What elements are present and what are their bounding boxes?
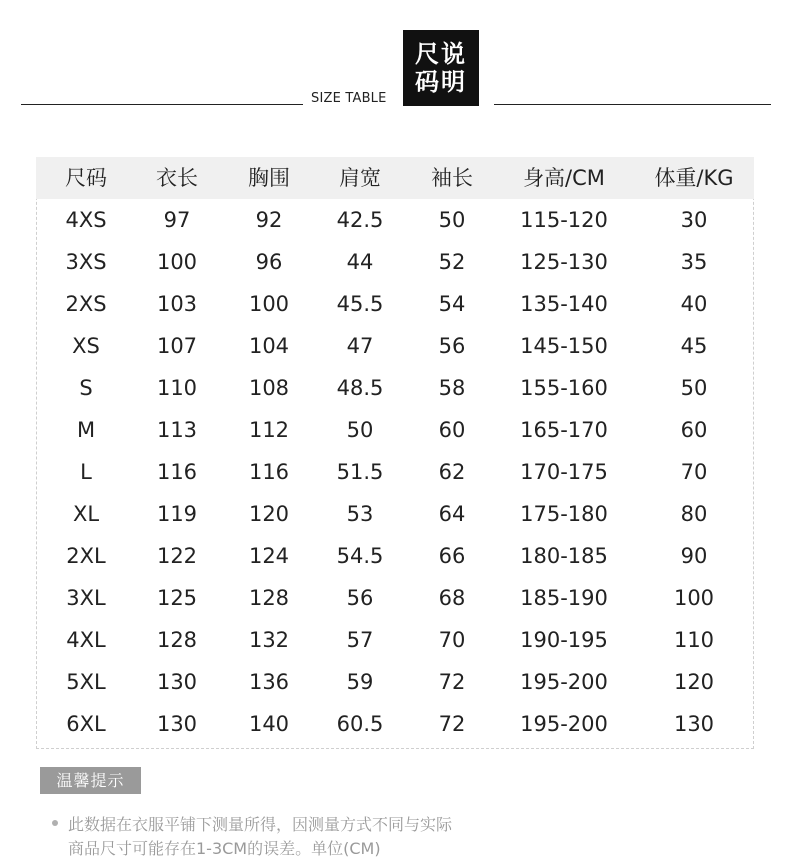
table-cell: 195-200 [520,712,608,736]
table-cell: 48.5 [336,376,384,400]
table-cell: M [76,418,96,442]
table-cell: 80 [680,502,708,526]
table-cell: 107 [156,334,198,358]
table-cell: 104 [248,334,290,358]
table-cell: 125-130 [520,250,608,274]
table-cell: 35 [680,250,708,274]
table-row [36,241,754,283]
table-cell: 52 [438,250,466,274]
table-cell: XL [72,502,100,526]
notice-text-line-2: 商品尺寸可能存在1-3CM的误差。单位(CM) [68,839,381,858]
table-cell: 128 [156,628,198,652]
table-cell: 45.5 [336,292,384,316]
table-cell: 42.5 [336,208,384,232]
table-cell: L [80,460,92,484]
table-cell: 190-195 [520,628,608,652]
table-row [36,493,754,535]
header-rule-left [21,104,303,105]
table-cell: 180-185 [520,544,608,568]
table-cell: 54 [438,292,466,316]
table-cell: 60 [438,418,466,442]
table-cell: 125 [156,586,198,610]
table-cell: 45 [680,334,708,358]
table-cell: 97 [163,208,191,232]
table-cell: 3XS [65,250,107,274]
table-cell: S [79,376,93,400]
table-cell: 116 [248,460,290,484]
table-cell: 103 [156,292,198,316]
table-header-cell: 肩宽 [339,166,381,190]
table-cell: 120 [248,502,290,526]
table-cell: XS [72,334,100,358]
table-row [36,661,754,703]
table-cell: 165-170 [520,418,608,442]
table-row [36,325,754,367]
table-cell: 2XL [66,544,106,568]
table-cell: 56 [438,334,466,358]
table-cell: 64 [438,502,466,526]
table-row [36,535,754,577]
table-row [36,619,754,661]
table-cell: 90 [680,544,708,568]
table-row [36,703,754,745]
title-line-2: 码明 [415,68,467,96]
table-cell: 6XL [66,712,106,736]
table-cell: 2XS [65,292,107,316]
table-cell: 116 [156,460,198,484]
size-chart-title-block [403,30,479,106]
notice-bullet-icon [52,820,58,826]
table-row [36,577,754,619]
table-cell: 3XL [66,586,106,610]
size-table-subtitle: SIZE TABLE [311,91,387,106]
table-cell: 40 [680,292,708,316]
table-cell: 108 [248,376,290,400]
table-cell: 72 [438,712,466,736]
table-row [36,283,754,325]
table-cell: 72 [438,670,466,694]
table-cell: 132 [248,628,290,652]
table-cell: 58 [438,376,466,400]
table-cell: 130 [673,712,715,736]
table-cell: 140 [248,712,290,736]
table-cell: 115-120 [520,208,608,232]
table-cell: 128 [248,586,290,610]
table-cell: 113 [156,418,198,442]
table-header-cell: 衣长 [156,166,198,190]
table-cell: 56 [346,586,374,610]
table-cell: 155-160 [520,376,608,400]
table-row [36,409,754,451]
table-cell: 110 [673,628,715,652]
table-cell: 70 [438,628,466,652]
table-row [36,451,754,493]
table-cell: 60 [680,418,708,442]
table-header-cell: 胸围 [248,166,290,190]
table-cell: 50 [346,418,374,442]
table-cell: 66 [438,544,466,568]
table-cell: 175-180 [520,502,608,526]
title-line-1: 尺说 [415,40,467,68]
table-cell: 100 [156,250,198,274]
table-cell: 44 [346,250,374,274]
table-cell: 96 [255,250,283,274]
table-header-row [36,157,754,199]
table-cell: 47 [346,334,374,358]
table-cell: 57 [346,628,374,652]
table-header-cell: 身高/CM [523,166,605,190]
table-cell: 68 [438,586,466,610]
table-cell: 100 [248,292,290,316]
table-cell: 50 [680,376,708,400]
table-cell: 60.5 [336,712,384,736]
table-row [36,199,754,241]
table-cell: 5XL [66,670,106,694]
table-cell: 30 [680,208,708,232]
table-cell: 51.5 [336,460,384,484]
table-cell: 170-175 [520,460,608,484]
table-cell: 130 [156,670,198,694]
table-cell: 50 [438,208,466,232]
header-rule-right [494,104,771,105]
notice-label: 温馨提示 [40,767,141,794]
table-cell: 124 [248,544,290,568]
table-cell: 130 [156,712,198,736]
table-cell: 54.5 [336,544,384,568]
table-cell: 53 [346,502,374,526]
table-cell: 136 [248,670,290,694]
table-cell: 122 [156,544,198,568]
table-cell: 135-140 [520,292,608,316]
table-cell: 62 [438,460,466,484]
table-cell: 120 [673,670,715,694]
table-cell: 185-190 [520,586,608,610]
table-cell: 100 [673,586,715,610]
table-cell: 92 [255,208,283,232]
table-cell: 4XS [65,208,107,232]
notice-text-line-1: 此数据在衣服平铺下测量所得，因测量方式不同与实际 [68,815,453,834]
table-header-cell: 体重/KG [654,166,734,190]
table-cell: 110 [156,376,198,400]
table-header-cell: 袖长 [431,166,473,190]
table-header-cell: 尺码 [65,166,107,190]
table-cell: 112 [248,418,290,442]
table-cell: 59 [346,670,374,694]
table-cell: 4XL [66,628,106,652]
table-row [36,367,754,409]
table-cell: 70 [680,460,708,484]
table-cell: 195-200 [520,670,608,694]
table-cell: 119 [156,502,198,526]
table-cell: 145-150 [520,334,608,358]
